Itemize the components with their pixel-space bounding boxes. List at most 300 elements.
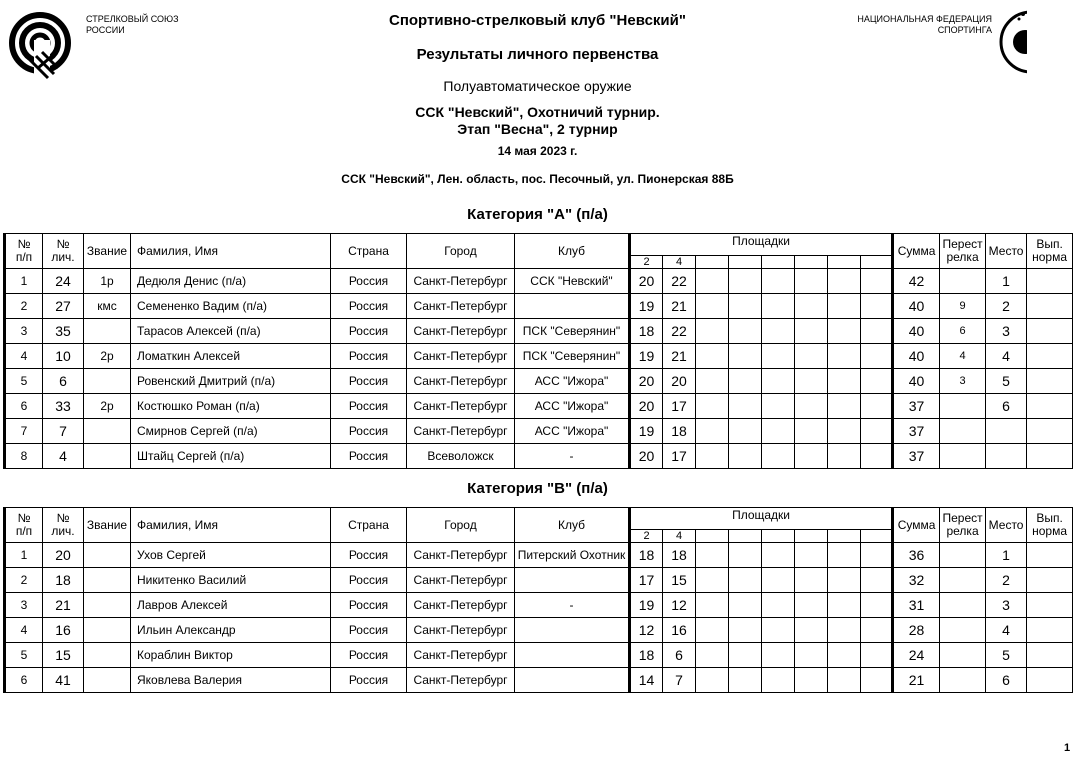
cell-rank <box>84 419 131 444</box>
cell-name: Никитенко Василий <box>131 568 331 593</box>
cell-range-2: 17 <box>663 444 696 469</box>
table-row <box>5 643 1073 668</box>
cell-country: Россия <box>331 543 407 568</box>
cell-range-empty <box>861 319 893 344</box>
cell-name: Ровенский Дмитрий (п/а) <box>131 369 331 394</box>
cell-norm <box>1027 618 1073 643</box>
cell-club: АСС "Ижора" <box>515 419 630 444</box>
col-header-range-empty <box>828 256 861 269</box>
cell-range-empty <box>828 394 861 419</box>
cell-range-empty <box>729 444 762 469</box>
col-header-range-empty <box>729 530 762 543</box>
cell-shootoff <box>940 394 986 419</box>
cell-sum: 40 <box>893 319 940 344</box>
cell-range-1: 19 <box>630 344 663 369</box>
cell-city: Санкт-Петербург <box>407 319 515 344</box>
cell-num: 6 <box>5 668 43 693</box>
col-header-country: Страна <box>331 508 407 543</box>
cell-range-empty <box>696 269 729 294</box>
col-header-lic: № лич. <box>43 234 84 269</box>
cell-range-empty <box>762 618 795 643</box>
tournament-line1: ССК "Невский", Охотничий турнир. <box>415 104 660 120</box>
table-row <box>5 419 1073 444</box>
cell-range-empty <box>696 319 729 344</box>
cell-range-empty <box>729 568 762 593</box>
cell-range-empty <box>762 294 795 319</box>
cell-range-empty <box>795 568 828 593</box>
cell-range-2: 18 <box>663 419 696 444</box>
cell-range-empty <box>696 568 729 593</box>
cell-name: Смирнов Сергей (п/а) <box>131 419 331 444</box>
cell-sum: 21 <box>893 668 940 693</box>
event-date: 14 мая 2023 г. <box>497 144 578 158</box>
cell-rank <box>84 369 131 394</box>
cell-shootoff <box>940 444 986 469</box>
tournament-line2: Этап "Весна", 2 турнир <box>457 121 618 137</box>
cell-city: Санкт-Петербург <box>407 643 515 668</box>
col-header-range-empty <box>861 530 893 543</box>
cell-name: Кораблин Виктор <box>131 643 331 668</box>
cell-range-empty <box>729 618 762 643</box>
col-header-club: Клуб <box>515 508 630 543</box>
cell-range-1: 18 <box>630 319 663 344</box>
cell-lic: 16 <box>43 618 84 643</box>
col-header-club: Клуб <box>515 234 630 269</box>
col-header-rank: Звание <box>84 508 131 543</box>
col-header-range-empty <box>762 256 795 269</box>
cell-range-empty <box>828 543 861 568</box>
cell-city: Всеволожск <box>407 444 515 469</box>
cell-range-empty <box>696 369 729 394</box>
cell-country: Россия <box>331 419 407 444</box>
cell-rank: 2р <box>84 344 131 369</box>
cell-place: 6 <box>986 668 1027 693</box>
cell-rank: 2р <box>84 394 131 419</box>
cell-sum: 31 <box>893 593 940 618</box>
cell-range-1: 20 <box>630 444 663 469</box>
cell-sum: 40 <box>893 344 940 369</box>
cell-country: Россия <box>331 319 407 344</box>
cell-city: Санкт-Петербург <box>407 394 515 419</box>
cell-range-empty <box>828 419 861 444</box>
cell-name: Штайц Сергей (п/а) <box>131 444 331 469</box>
cell-range-empty <box>795 294 828 319</box>
cell-range-empty <box>828 643 861 668</box>
cell-range-2: 12 <box>663 593 696 618</box>
cell-lic: 41 <box>43 668 84 693</box>
cell-range-1: 19 <box>630 419 663 444</box>
cell-range-2: 22 <box>663 269 696 294</box>
col-header-sum: Сумма <box>893 508 940 543</box>
cell-name: Дедюля Денис (п/а) <box>131 269 331 294</box>
cell-range-empty <box>729 419 762 444</box>
cell-shootoff: 6 <box>940 319 986 344</box>
cell-country: Россия <box>331 444 407 469</box>
cell-range-empty <box>828 369 861 394</box>
cell-range-empty <box>762 444 795 469</box>
cell-range-empty <box>729 543 762 568</box>
cell-rank <box>84 618 131 643</box>
cell-range-2: 20 <box>663 369 696 394</box>
cell-city: Санкт-Петербург <box>407 344 515 369</box>
col-header-lic: № лич. <box>43 508 84 543</box>
cell-range-empty <box>762 593 795 618</box>
cell-city: Санкт-Петербург <box>407 369 515 394</box>
cell-norm <box>1027 369 1073 394</box>
cell-country: Россия <box>331 344 407 369</box>
col-header-range-1: 2 <box>630 530 663 543</box>
cell-range-empty <box>696 618 729 643</box>
cell-range-empty <box>861 269 893 294</box>
cell-num: 4 <box>5 344 43 369</box>
cell-lic: 35 <box>43 319 84 344</box>
cell-club: - <box>515 444 630 469</box>
cell-shootoff <box>940 269 986 294</box>
cell-norm <box>1027 319 1073 344</box>
cell-range-empty <box>861 369 893 394</box>
cell-num: 2 <box>5 294 43 319</box>
col-header-place: Место <box>986 508 1027 543</box>
cell-range-empty <box>861 444 893 469</box>
col-header-norm: Вып. норма <box>1027 234 1073 269</box>
cell-range-empty <box>762 643 795 668</box>
cell-range-empty <box>729 369 762 394</box>
cell-lic: 33 <box>43 394 84 419</box>
cell-lic: 21 <box>43 593 84 618</box>
cell-range-empty <box>729 593 762 618</box>
org-left-line1: СТРЕЛКОВЫЙ СОЮЗ <box>86 14 179 24</box>
cell-shootoff <box>940 419 986 444</box>
cell-norm <box>1027 294 1073 319</box>
cell-range-empty <box>861 668 893 693</box>
cell-range-empty <box>696 294 729 319</box>
org-right-line1: НАЦИОНАЛЬНАЯ ФЕДЕРАЦИЯ <box>857 14 992 24</box>
cell-range-empty <box>861 344 893 369</box>
cell-range-1: 20 <box>630 269 663 294</box>
cell-range-empty <box>729 394 762 419</box>
col-header-ranges: Площадки <box>630 508 893 530</box>
col-header-shootoff: Перест релка <box>940 234 986 269</box>
col-header-range-empty <box>828 530 861 543</box>
cell-lic: 4 <box>43 444 84 469</box>
cell-range-empty <box>795 344 828 369</box>
cell-country: Россия <box>331 668 407 693</box>
cell-range-empty <box>795 543 828 568</box>
cell-range-empty <box>795 668 828 693</box>
cell-range-2: 21 <box>663 294 696 319</box>
cell-rank <box>84 543 131 568</box>
cell-num: 4 <box>5 618 43 643</box>
cell-club: ПСК "Северянин" <box>515 344 630 369</box>
cell-range-empty <box>795 444 828 469</box>
cell-range-1: 14 <box>630 668 663 693</box>
event-location: ССК "Невский", Лен. область, пос. Песочный, ул. Пионерская 88Б <box>341 172 734 186</box>
cell-name: Тарасов Алексей (п/а) <box>131 319 331 344</box>
cell-num: 1 <box>5 269 43 294</box>
cell-range-empty <box>696 543 729 568</box>
cell-range-1: 19 <box>630 593 663 618</box>
cell-shootoff <box>940 568 986 593</box>
cell-num: 5 <box>5 369 43 394</box>
cell-shootoff: 3 <box>940 369 986 394</box>
table-row <box>5 543 1073 568</box>
cell-range-empty <box>729 643 762 668</box>
col-header-shootoff: Перест релка <box>940 508 986 543</box>
cell-range-empty <box>828 444 861 469</box>
cell-club: ССК "Невский" <box>515 269 630 294</box>
table-row <box>5 344 1073 369</box>
cell-club: АСС "Ижора" <box>515 394 630 419</box>
cell-lic: 6 <box>43 369 84 394</box>
cell-range-empty <box>795 394 828 419</box>
cell-club <box>515 643 630 668</box>
cell-norm <box>1027 643 1073 668</box>
cell-range-1: 17 <box>630 568 663 593</box>
cell-club <box>515 618 630 643</box>
cell-city: Санкт-Петербург <box>407 618 515 643</box>
page-number: 1 <box>1064 742 1071 754</box>
cell-range-empty <box>828 319 861 344</box>
col-header-country: Страна <box>331 234 407 269</box>
cell-norm <box>1027 269 1073 294</box>
cell-club: Питерский Охотник <box>515 543 630 568</box>
cell-lic: 10 <box>43 344 84 369</box>
col-header-range-2: 4 <box>663 530 696 543</box>
weapon-type: Полуавтоматическое оружие <box>443 78 632 94</box>
cell-lic: 7 <box>43 419 84 444</box>
cell-range-2: 18 <box>663 543 696 568</box>
cell-name: Семененко Вадим (п/а) <box>131 294 331 319</box>
table-row <box>5 444 1073 469</box>
cell-name: Ильин Александр <box>131 618 331 643</box>
cell-range-empty <box>828 568 861 593</box>
col-header-range-empty <box>696 530 729 543</box>
cell-range-empty <box>762 394 795 419</box>
cell-range-empty <box>861 593 893 618</box>
cell-range-empty <box>861 394 893 419</box>
col-header-num: № п/п <box>5 234 43 269</box>
table-row <box>5 369 1073 394</box>
cell-place: 2 <box>986 568 1027 593</box>
cell-range-empty <box>828 593 861 618</box>
cell-range-empty <box>828 269 861 294</box>
cell-num: 7 <box>5 419 43 444</box>
cell-sum: 37 <box>893 419 940 444</box>
cell-range-1: 18 <box>630 643 663 668</box>
cell-place: 5 <box>986 369 1027 394</box>
cell-norm <box>1027 668 1073 693</box>
cell-range-2: 7 <box>663 668 696 693</box>
cell-range-empty <box>729 319 762 344</box>
cell-norm <box>1027 568 1073 593</box>
cell-range-empty <box>828 668 861 693</box>
cell-range-2: 16 <box>663 618 696 643</box>
cell-range-2: 21 <box>663 344 696 369</box>
cell-num: 3 <box>5 319 43 344</box>
col-header-range-empty <box>729 256 762 269</box>
cell-place: 3 <box>986 593 1027 618</box>
cell-norm <box>1027 543 1073 568</box>
cell-num: 5 <box>5 643 43 668</box>
cell-country: Россия <box>331 369 407 394</box>
cell-range-empty <box>861 294 893 319</box>
cell-range-empty <box>762 543 795 568</box>
cell-sum: 37 <box>893 394 940 419</box>
cell-country: Россия <box>331 294 407 319</box>
cell-club <box>515 294 630 319</box>
cell-range-empty <box>696 419 729 444</box>
cell-range-empty <box>795 319 828 344</box>
cell-country: Россия <box>331 593 407 618</box>
cell-name: Ломаткин Алексей <box>131 344 331 369</box>
cell-num: 2 <box>5 568 43 593</box>
table-row <box>5 319 1073 344</box>
cell-sum: 28 <box>893 618 940 643</box>
cell-sum: 32 <box>893 568 940 593</box>
cell-lic: 27 <box>43 294 84 319</box>
table-row <box>5 568 1073 593</box>
cell-num: 8 <box>5 444 43 469</box>
cell-place: 5 <box>986 643 1027 668</box>
cell-norm <box>1027 593 1073 618</box>
cell-range-empty <box>828 618 861 643</box>
cell-place: 4 <box>986 344 1027 369</box>
cell-sum: 24 <box>893 643 940 668</box>
cell-range-empty <box>762 269 795 294</box>
col-header-ranges: Площадки <box>630 234 893 256</box>
cell-place: 1 <box>986 269 1027 294</box>
cell-country: Россия <box>331 643 407 668</box>
col-header-place: Место <box>986 234 1027 269</box>
cell-place <box>986 419 1027 444</box>
table-header-row <box>5 234 1073 256</box>
org-left-line2: РОССИИ <box>86 25 125 35</box>
cell-place: 3 <box>986 319 1027 344</box>
col-header-range-empty <box>696 256 729 269</box>
cell-range-empty <box>795 643 828 668</box>
cell-norm <box>1027 394 1073 419</box>
cell-lic: 15 <box>43 643 84 668</box>
table-row <box>5 294 1073 319</box>
cell-norm <box>1027 444 1073 469</box>
cell-rank <box>84 643 131 668</box>
cell-sum: 42 <box>893 269 940 294</box>
cell-place: 1 <box>986 543 1027 568</box>
cell-rank <box>84 668 131 693</box>
cell-range-1: 18 <box>630 543 663 568</box>
cell-range-empty <box>795 269 828 294</box>
cell-rank <box>84 568 131 593</box>
cell-shootoff: 9 <box>940 294 986 319</box>
cell-range-2: 6 <box>663 643 696 668</box>
cell-lic: 18 <box>43 568 84 593</box>
cell-club: ПСК "Северянин" <box>515 319 630 344</box>
cell-range-empty <box>861 618 893 643</box>
cell-rank <box>84 444 131 469</box>
cell-city: Санкт-Петербург <box>407 294 515 319</box>
cell-country: Россия <box>331 394 407 419</box>
cell-club: АСС "Ижора" <box>515 369 630 394</box>
cell-country: Россия <box>331 618 407 643</box>
col-header-name: Фамилия, Имя <box>131 234 331 269</box>
cell-range-empty <box>795 369 828 394</box>
cell-range-empty <box>696 593 729 618</box>
cell-num: 6 <box>5 394 43 419</box>
cell-place: 2 <box>986 294 1027 319</box>
cell-range-empty <box>861 643 893 668</box>
cell-city: Санкт-Петербург <box>407 543 515 568</box>
col-header-range-2: 4 <box>663 256 696 269</box>
cell-range-2: 22 <box>663 319 696 344</box>
cell-sum: 37 <box>893 444 940 469</box>
cell-name: Яковлева Валерия <box>131 668 331 693</box>
cell-range-empty <box>795 419 828 444</box>
cell-range-empty <box>696 344 729 369</box>
cell-rank <box>84 593 131 618</box>
cell-range-2: 15 <box>663 568 696 593</box>
cell-num: 3 <box>5 593 43 618</box>
cell-city: Санкт-Петербург <box>407 668 515 693</box>
cell-shootoff <box>940 643 986 668</box>
cell-name: Костюшко Роман (п/а) <box>131 394 331 419</box>
cell-city: Санкт-Петербург <box>407 419 515 444</box>
cell-shootoff <box>940 668 986 693</box>
cell-range-1: 20 <box>630 369 663 394</box>
col-header-range-1: 2 <box>630 256 663 269</box>
cell-rank: кмс <box>84 294 131 319</box>
cell-name: Лавров Алексей <box>131 593 331 618</box>
table-header-row <box>5 508 1073 530</box>
cell-range-empty <box>795 593 828 618</box>
category-a-table <box>3 233 1073 469</box>
table-row <box>5 593 1073 618</box>
cell-city: Санкт-Петербург <box>407 269 515 294</box>
cell-range-1: 20 <box>630 394 663 419</box>
cell-num: 1 <box>5 543 43 568</box>
cell-range-2: 17 <box>663 394 696 419</box>
table-row <box>5 618 1073 643</box>
org-right-line2: СПОРТИНГА <box>937 25 992 35</box>
cell-country: Россия <box>331 568 407 593</box>
col-header-range-empty <box>762 530 795 543</box>
table-row <box>5 668 1073 693</box>
col-header-city: Город <box>407 234 515 269</box>
cell-range-empty <box>729 344 762 369</box>
col-header-range-empty <box>795 256 828 269</box>
cell-shootoff <box>940 593 986 618</box>
cell-rank <box>84 319 131 344</box>
category-a-title: Категория "А" (п/а) <box>467 206 608 223</box>
col-header-name: Фамилия, Имя <box>131 508 331 543</box>
cell-range-empty <box>762 568 795 593</box>
cell-range-1: 12 <box>630 618 663 643</box>
table-row <box>5 394 1073 419</box>
cell-range-empty <box>762 344 795 369</box>
club-title: Спортивно-стрелковый клуб "Невский" <box>389 12 686 29</box>
cell-range-empty <box>762 668 795 693</box>
cell-range-empty <box>762 319 795 344</box>
cell-name: Ухов Сергей <box>131 543 331 568</box>
category-b-title: Категория "В" (п/а) <box>467 480 608 497</box>
cell-range-empty <box>696 394 729 419</box>
cell-range-empty <box>696 668 729 693</box>
cell-range-empty <box>729 294 762 319</box>
col-header-num: № п/п <box>5 508 43 543</box>
cell-range-1: 19 <box>630 294 663 319</box>
col-header-range-empty <box>795 530 828 543</box>
cell-range-empty <box>795 618 828 643</box>
cell-range-empty <box>861 568 893 593</box>
